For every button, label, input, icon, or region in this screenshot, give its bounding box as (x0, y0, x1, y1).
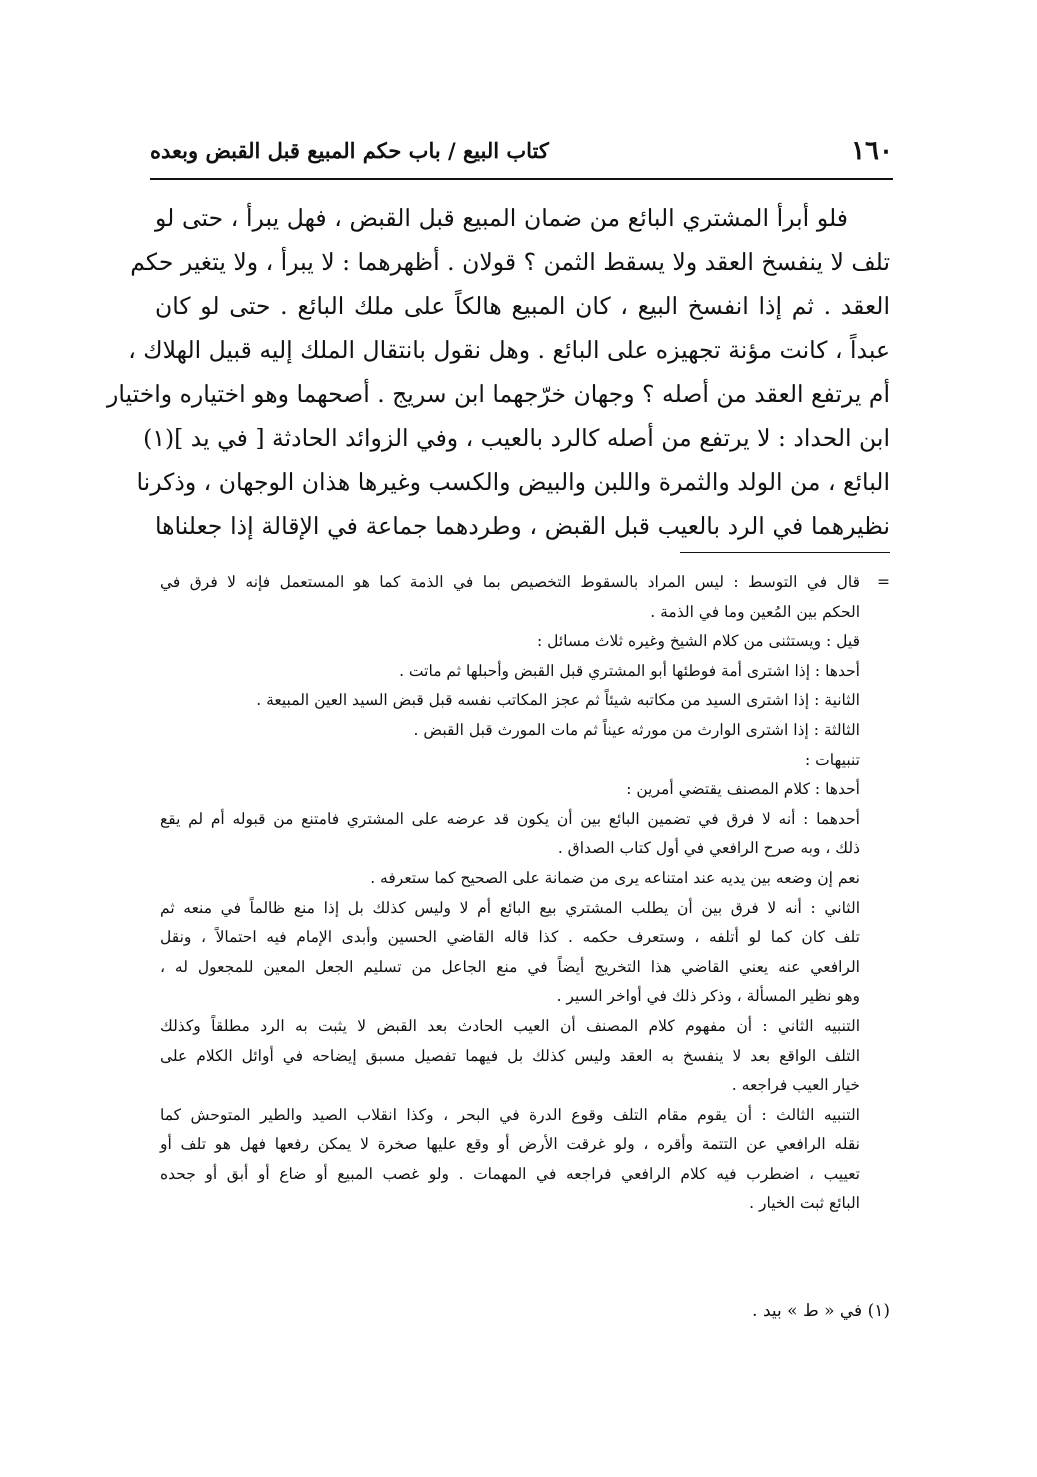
main-text-line: عبداً ، كانت مؤنة تجهيزه على البائع . وهل نقول بانتقال الملك إليه قبيل الهلاك ، (128, 336, 890, 364)
note-line: وهو نظير المسألة ، وذكر ذلك في أواخر السير . (556, 987, 860, 1006)
notes-section (160, 568, 890, 1219)
note-line: أحدهما : أنه لا فرق في تضمين البائع بين أن يكون قد عرضه على المشتري فامتنع من قبوله أم لم يقع (160, 809, 860, 828)
note-line: خيار العيب فراجعه . (731, 1076, 860, 1095)
note-line: تعييب ، اضطرب فيه كلام الرافعي فراجعه في المهمات . ولو غصب المبيع أو ضاع أو أبق أو جحده (160, 1164, 860, 1183)
footnote-separator (680, 552, 890, 553)
note-line: قيل : ويستثنى من كلام الشيخ وغيره ثلاث مسائل : (536, 632, 860, 651)
note-line: الثالثة : إذا اشترى الوارث من مورثه عيناً ثم مات المورث قبل القبض . (413, 720, 860, 739)
note-line: أحدها : كلام المصنف يقتضي أمرين : (626, 780, 860, 799)
main-text-line: أم يرتفع العقد من أصله ؟ وجهان خرّجهما ابن سريج . أصحهما وهو اختياره واختيار (107, 380, 890, 408)
note-line: أحدها : إذا اشترى أمة فوطئها أبو المشتري قبل القبض وأحبلها ثم ماتت . (399, 661, 860, 680)
main-text-line: فلو أبرأ المشتري البائع من ضمان المبيع قبل القبض ، فهل يبرأ ، حتى لو (155, 204, 848, 232)
note-line: البائع ثبت الخيار . (749, 1194, 860, 1213)
main-text-line: نظيرهما في الرد بالعيب قبل القبض ، وطردهما جماعة في الإقالة إذا جعلناها (155, 512, 890, 540)
note-line: الرافعي عنه يعني القاضي هذا التخريج أيضاً في منع الجاعل من تسليم الجعل المعين للمجعول له ، (160, 957, 860, 976)
main-text (107, 196, 890, 548)
note-line (160, 568, 890, 598)
running-title: كتاب البيع / باب حكم المبيع قبل القبض وبعده (150, 138, 549, 163)
note-line: التنبيه الثالث : أن يقوم مقام التلف وقوع الدرة في البحر ، وكذا انقلاب الصيد والطير المتوحش كما (160, 1105, 860, 1124)
main-text-line: ابن الحداد : لا يرتفع من أصله كالرد بالعيب ، وفي الزوائد الحادثة [ في يد ](١) (143, 424, 890, 452)
note-line: الثاني : أنه لا فرق بين أن يطلب المشتري بيع البائع أم لا وليس كذلك بل إذا منع ظالماً في منعه ثم (160, 898, 860, 917)
note-line: التلف الواقع بعد لا ينفسخ به العقد وليس كذلك بل فيهما تفصيل مسبق إيضاحه في أوائل الكلام على (160, 1046, 860, 1065)
main-text-line: البائع ، من الولد والثمرة واللبن والبيض والكسب وغيرها هذان الوجهان ، وذكرنا (136, 468, 890, 496)
note-line: تنبيهات : (805, 750, 860, 769)
page-header (150, 128, 893, 174)
note-line: الثانية : إذا اشترى السيد من مكاتبه شيئاً ثم عجز المكاتب نفسه قبل قبض السيد العين المبيعة . (256, 691, 860, 710)
note-line: التنبيه الثاني : أن مفهوم كلام المصنف أن العيب الحادث بعد القبض لا يثبت به الرد مطلقاً وكذلك (160, 1016, 860, 1035)
footnote: (١) في « ط » بيد . (752, 1301, 890, 1321)
main-text-line: تلف لا ينفسخ العقد ولا يسقط الثمن ؟ قولان . أظهرهما : لا يبرأ ، ولا يتغير حكم (130, 248, 890, 276)
note-line: نعم إن وضعه بين يديه عند امتناعه يرى من ضمانة على الصحيح كما ستعرفه . (370, 868, 860, 887)
continuation-marker: = (877, 573, 890, 591)
note-text: قال في التوسط : ليس المراد بالسقوط التخصيص بما في الذمة كما هو المستعمل فإنه لا فرق في (160, 573, 860, 591)
note-line: تلف كان كما لو أتلفه ، وستعرف حكمه . كذا قاله القاضي الحسين وأبدى الإمام فيه احتمالاً ، ونقل (160, 928, 860, 947)
page-number: ١٦٠ (851, 136, 893, 166)
note-line: ذلك ، وبه صرح الرافعي في أول كتاب الصداق . (557, 839, 860, 858)
note-line: الحكم بين المُعين وما في الذمة . (650, 602, 860, 621)
header-rule (150, 178, 893, 180)
main-text-line: العقد . ثم إذا انفسخ البيع ، كان المبيع هالكاً على ملك البائع . حتى لو كان (155, 292, 890, 320)
note-line: نقله الرافعي عن التتمة وأقره ، ولو غرقت الأرض أو وقع عليها صخرة لا يمكن رفعها فهل هو تلف أو (160, 1135, 860, 1154)
